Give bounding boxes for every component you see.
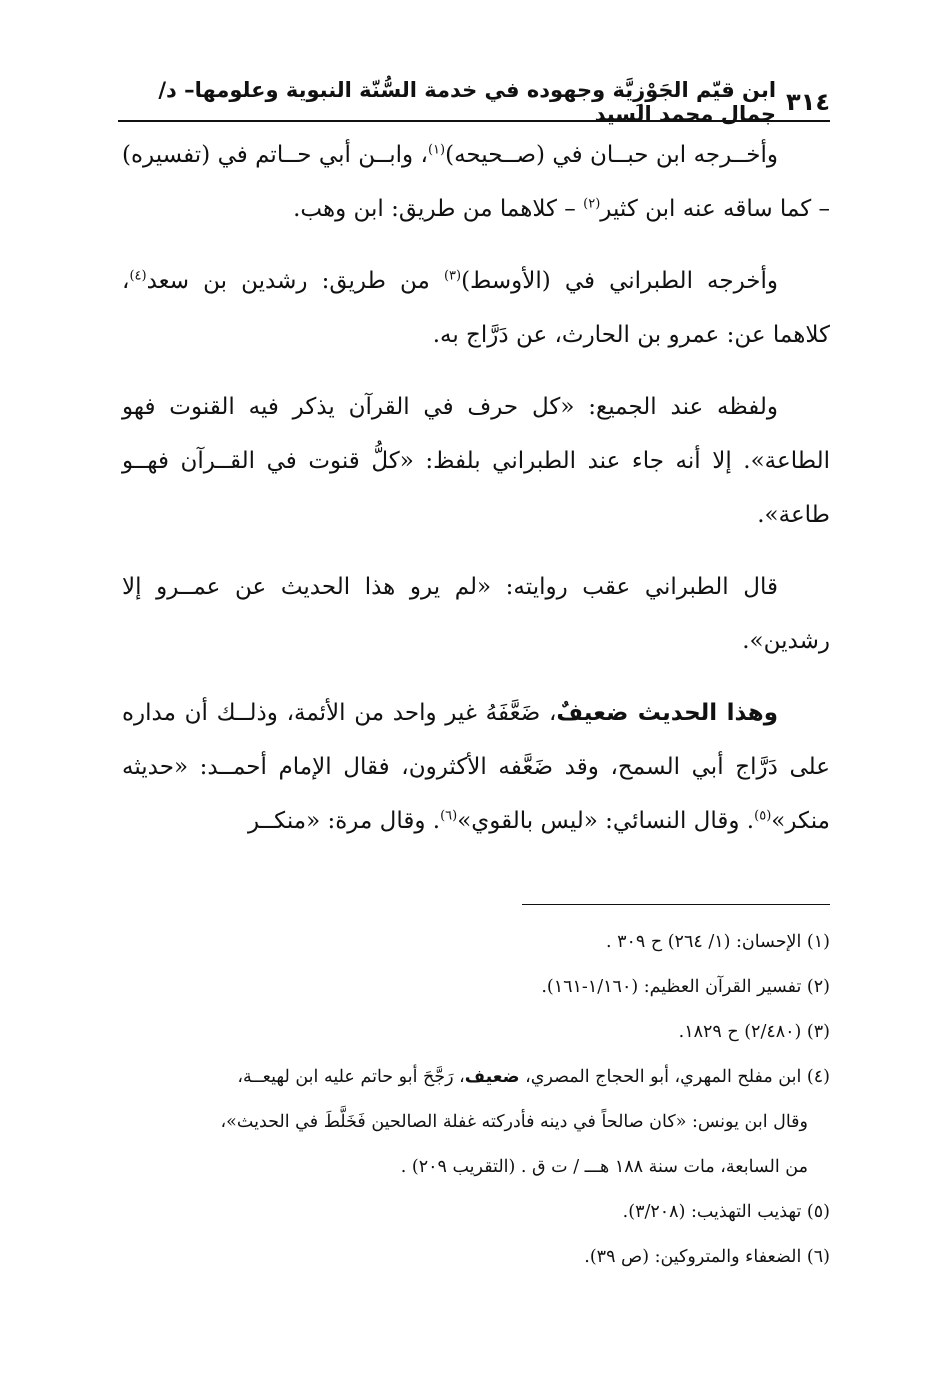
p1-text-c: – كلاهما من طريق: ابن وهب. (293, 196, 584, 222)
fn4-line-2: وقال ابن يونس: «كان صالحاً في دينه فأدركته غفلة الصالحين فَخَلَّطَ في الحديث»، (220, 1112, 808, 1132)
p1-text-b: ، وابــن أبي حــاتم في (تفسيره) – كما ساقه عنه ابن كثير (122, 142, 830, 222)
p5-text-b: . وقال النسائي: «ليس بالقوي» (457, 808, 755, 834)
footnote-2: (٢) تفسير القرآن العظيم: (١/١٦٠-١٦١). (541, 977, 830, 997)
footnote-3: (٣) (٢/٤٨٠) ح ١٨٢٩. (678, 1022, 830, 1042)
footnote-divider (522, 904, 830, 905)
p5-text-c: . وقال مرة: «منكــر (247, 808, 441, 834)
p2-text-a: وأخرجه الطبراني في (الأوسط) (461, 268, 779, 294)
running-header (118, 78, 830, 126)
footnote-ref-5: (٥) (754, 808, 772, 824)
footnote-ref-1: (١) (427, 142, 446, 158)
footnotes (122, 920, 830, 1280)
footnote-ref-2: (٢) (583, 196, 601, 212)
p5-bold-lead: وهذا الحديث ضعيفٌ (556, 700, 778, 726)
footnote-1: (١) الإحسان: (١/ ٢٦٤) ح ٣٠٩ . (605, 932, 830, 952)
paragraph-5 (122, 686, 830, 848)
running-title: ابن قيّم الجَوْزِيَّة وجهوده في خدمة السُّنّة النبوية وعلومها– د/جمال محمد السيد (158, 78, 777, 126)
paragraph-2 (122, 254, 830, 362)
p2-text-c: ، كلاهما عن: عمرو بن الحارث، عن دَرَّاج به. (122, 268, 830, 348)
fn4-text-b: ، رَجَّحَ أبو حاتم عليه ابن لهيعــة، (237, 1067, 465, 1087)
p2-text-b: من طريق: رشدين بن سعد (146, 268, 444, 294)
fn4-line-3: من السابعة، مات سنة ١٨٨ هـــ / ت ق . (التقريب ٢٠٩) . (400, 1157, 808, 1177)
fn4-bold: ضعيف (464, 1067, 520, 1087)
footnote-ref-4: (٤) (129, 268, 147, 284)
footnote-5: (٥) تهذيب التهذيب: (٣/٢٠٨). (622, 1202, 830, 1222)
footnote-ref-3: (٣) (443, 268, 462, 284)
paragraph-1 (122, 128, 830, 236)
footnote-6: (٦) الضعفاء والمتروكين: (ص ٣٩). (584, 1247, 830, 1267)
footnote-ref-6: (٦) (440, 808, 458, 824)
main-text (122, 128, 830, 866)
p1-text-a: وأخــرجه ابن حبــان في (صــحيحه) (445, 142, 778, 168)
fn4-text-a: (٤) ابن مفلح المهري، أبو الحجاج المصري، (519, 1067, 830, 1087)
paragraph-3: ولفظه عند الجميع: «كل حرف في القرآن يذكر فيه القنوت فهو الطاعة». إلا أنه جاء عند الطبراني بلفظ: «كلُّ قنوت في القــرآن فهــو طاعة». (122, 394, 830, 528)
page-number: ٣١٤ (786, 88, 830, 116)
p5-text-a: ، ضَعَّفَهُ غير واحد من الأئمة، وذلــك أن مداره على دَرَّاج أبي السمح، وقد ضَعَّفه الأكثرون، فقال الإمام أحمــد: «حديثه منكر» (122, 700, 830, 834)
paragraph-4: قال الطبراني عقب روايته: «لم يرو هذا الحديث عن عمــرو إلا رشدين». (122, 574, 830, 654)
footnote-4 (122, 1055, 830, 1190)
